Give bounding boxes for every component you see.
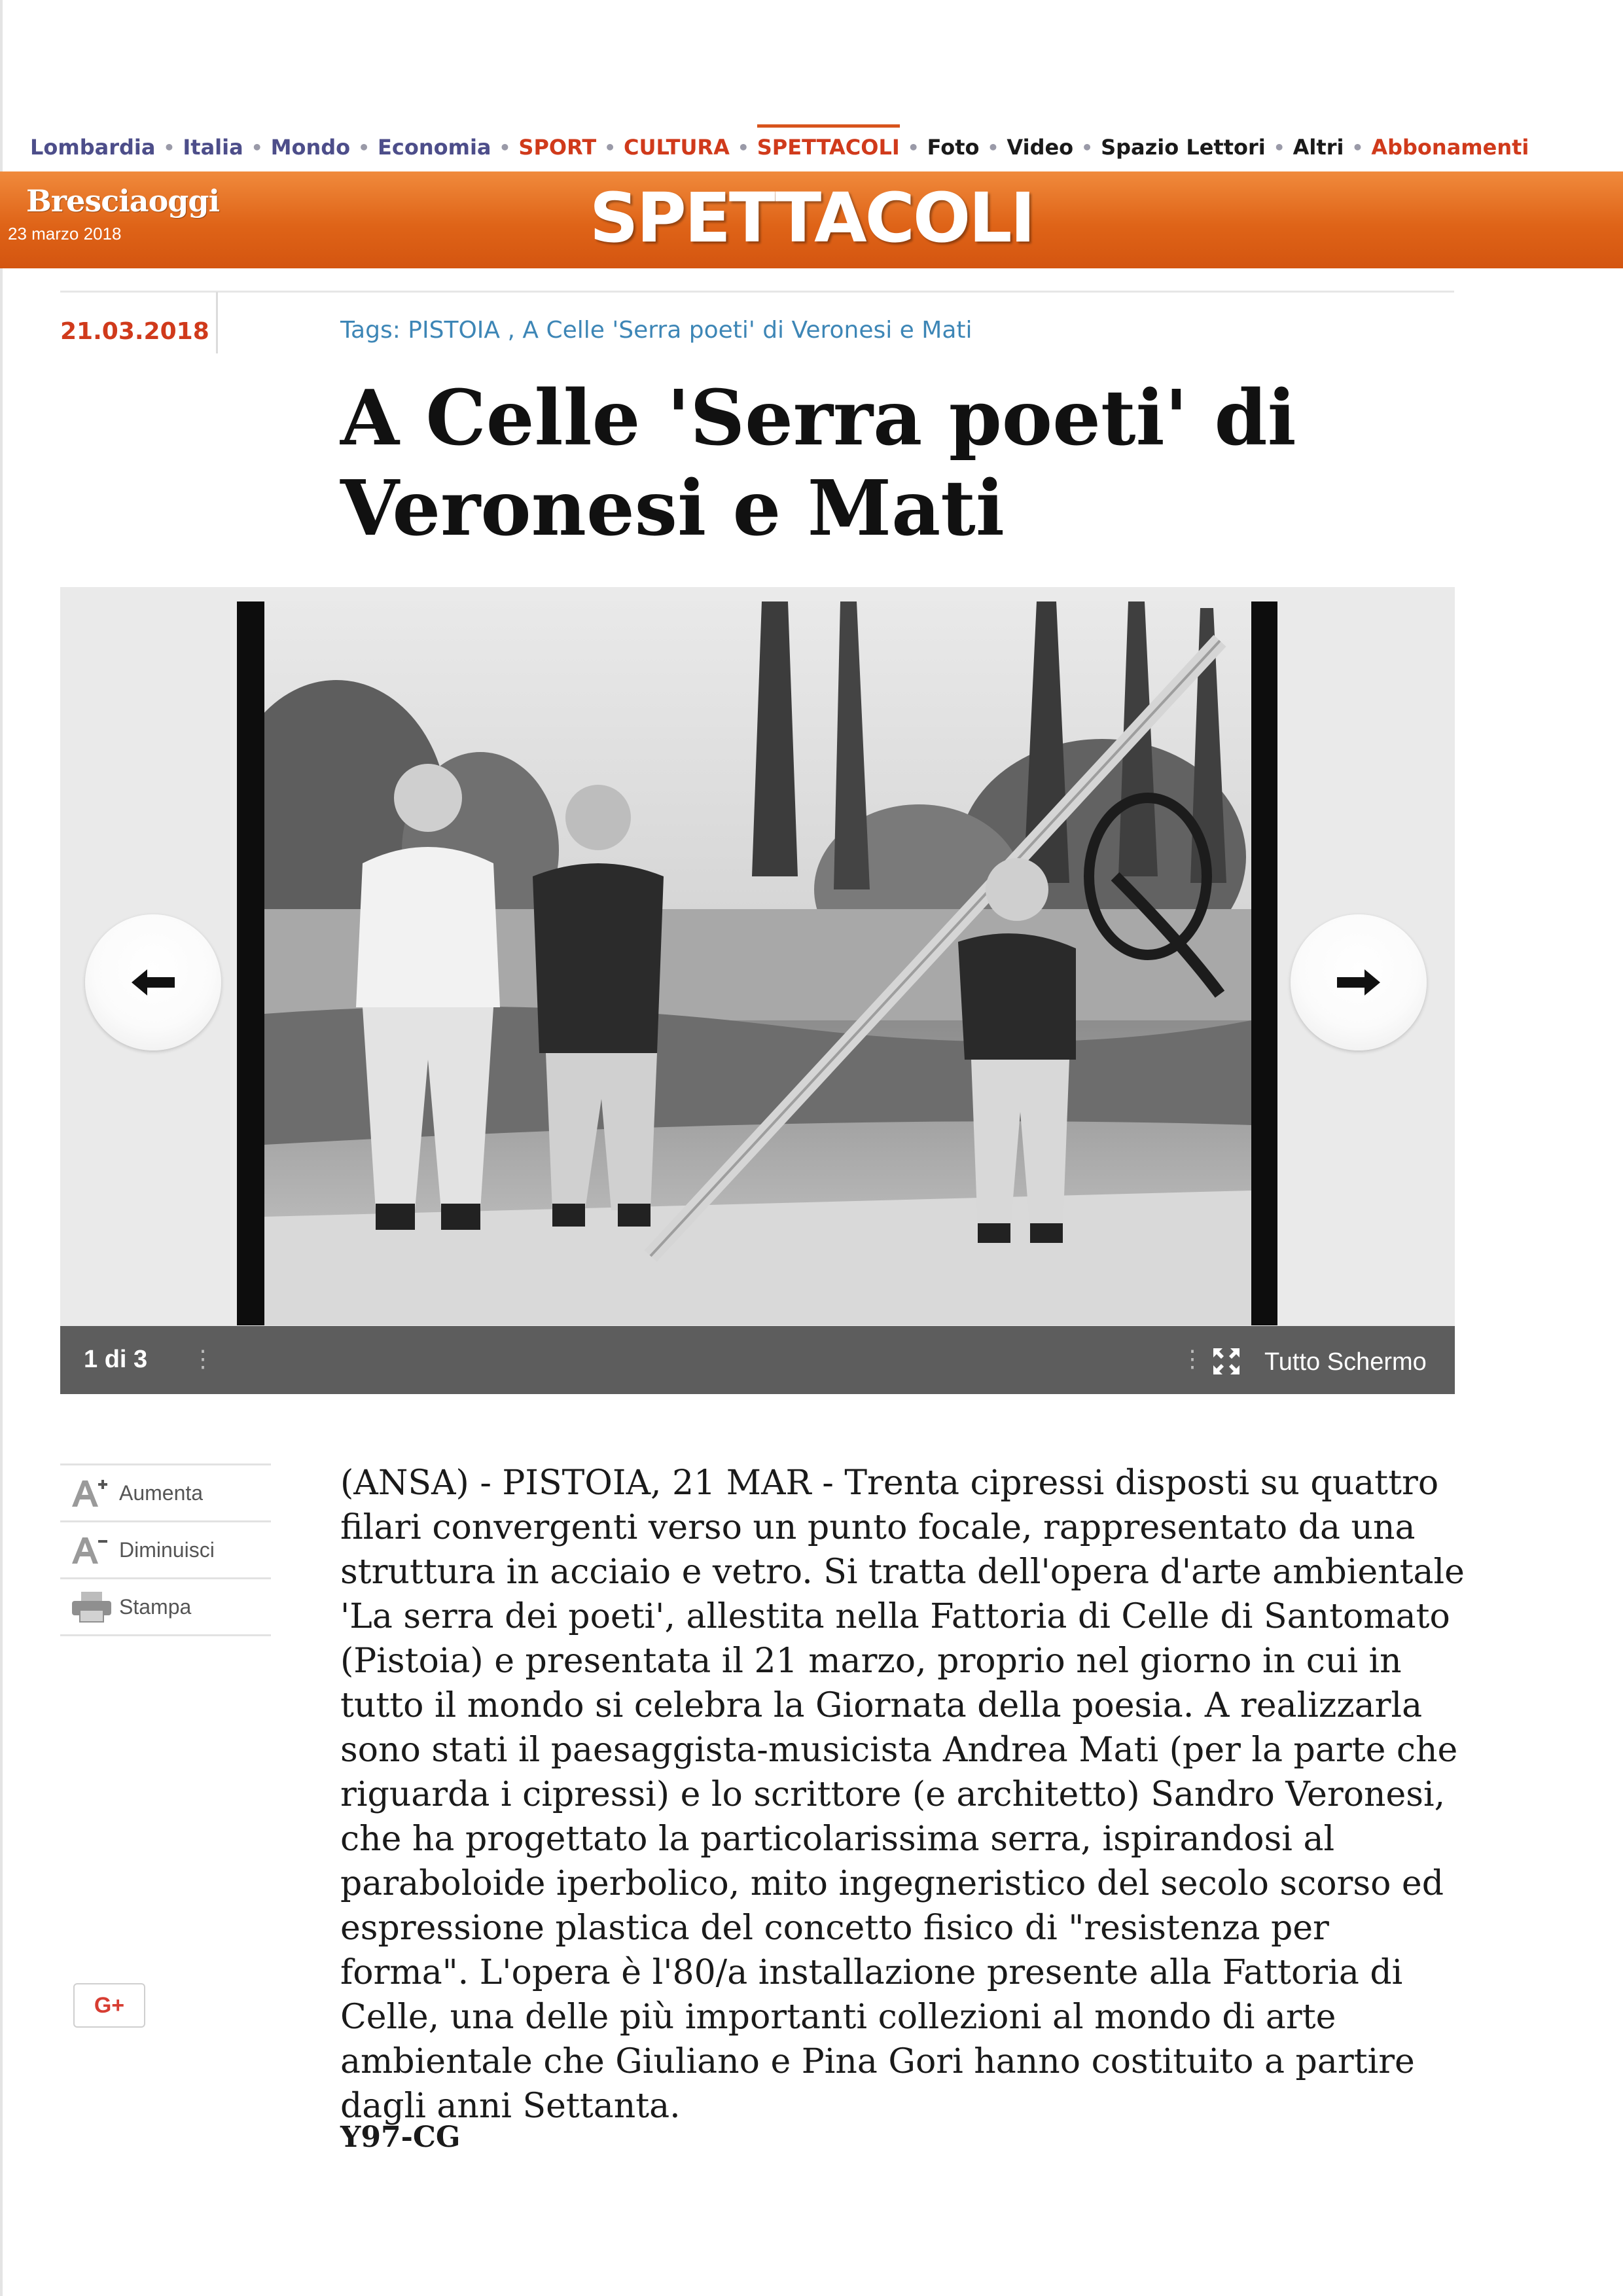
font-increase-icon <box>60 1478 119 1508</box>
nav-item-cultura[interactable]: CULTURA <box>624 135 730 160</box>
nav-item-italia[interactable]: Italia <box>183 135 243 160</box>
nav-separator: • <box>163 136 175 158</box>
fullscreen-button[interactable]: Tutto Schermo <box>1264 1348 1427 1376</box>
article-body: (ANSA) - PISTOIA, 21 MAR - Trenta cipressi disposti su quattro filari convergenti verso un punto focale, rappresentato da una struttura in acciaio e vetro. Si tratta dell'opera d'arte ambientale 'La serra dei poeti', allestita nella Fattoria di Celle di Santomato (Pistoia) e presentata il 21 marzo, proprio nel giorno in cui in tutto il mondo si celebra la Giornata della poesia. A realizzarla sono stati il paesaggista-musicista Andrea Mati (per la parte che riguarda i cipressi) e lo scrittore (e architetto) Sandro Veronesi, che ha progettato la particolarissima serra, ispirandosi al paraboloide iperbolico, mito ingegneristico del secolo scorso ed espressione plastica del concetto fisico di "resistenza per forma". L'opera è l'80/a installazione presente alla Fattoria di Celle, una delle più importanti collezioni al mondo di arte ambientale che Giuliano e Pina Gori hanno costituito a partire dagli anni Settanta. <box>340 1463 1465 2126</box>
nav-separator: • <box>1351 136 1364 158</box>
nav-item-economia[interactable]: Economia <box>378 135 491 160</box>
article-signature: Y97-CG <box>340 2121 461 2154</box>
nav-separator: • <box>604 136 616 158</box>
nav-item-foto[interactable]: Foto <box>927 135 980 160</box>
article-headline: A Celle 'Serra poeti' di Veronesi e Mati <box>340 374 1296 553</box>
tags-label: Tags: <box>340 317 401 344</box>
gallery-counter: 1 di 3 <box>84 1346 148 1373</box>
google-plus-button[interactable]: G+ <box>73 1983 145 2028</box>
nav-item-altri[interactable]: Altri <box>1293 135 1344 160</box>
print-button[interactable] <box>60 1577 271 1636</box>
toolbar-divider-icon: ⋮ <box>1181 1345 1204 1372</box>
nav-item-mondo[interactable]: Mondo <box>270 135 351 160</box>
arrow-left-icon <box>130 968 176 997</box>
tag-link-pistoia[interactable]: PISTOIA <box>408 317 501 344</box>
nav-item-sport[interactable]: SPORT <box>518 135 597 160</box>
font-increase-label: Aumenta <box>119 1480 204 1505</box>
nav-item-video[interactable]: Video <box>1007 135 1074 160</box>
nav-separator: • <box>358 136 370 158</box>
font-decrease-label: Diminuisci <box>119 1537 215 1562</box>
brand-logo[interactable]: Bresciaoggi <box>26 183 220 219</box>
nav-separator: • <box>1081 136 1094 158</box>
font-increase-button[interactable] <box>60 1463 271 1520</box>
nav-separator: • <box>907 136 919 158</box>
nav-separator: • <box>737 136 749 158</box>
fullscreen-icon[interactable] <box>1212 1347 1241 1379</box>
nav-separator: • <box>499 136 511 158</box>
section-title: SPETTACOLI <box>589 178 1034 258</box>
edition-date: 23 marzo 2018 <box>8 224 122 243</box>
photo-gallery <box>60 587 1455 1328</box>
meta-divider <box>60 291 1454 293</box>
publication-date: 21.03.2018 <box>60 318 209 345</box>
nav-separator: • <box>987 136 999 158</box>
arrow-right-icon <box>1336 968 1382 997</box>
nav-separator: • <box>251 136 263 158</box>
gallery-prev-button[interactable] <box>85 914 221 1050</box>
tag-separator: , <box>507 317 515 344</box>
nav-item-lombardia[interactable]: Lombardia <box>30 135 156 160</box>
nav-item-spettacoli[interactable]: SPETTACOLI <box>757 135 900 160</box>
article-tools <box>60 1463 271 1636</box>
gallery-photo[interactable] <box>237 601 1277 1325</box>
meta-vertical-divider <box>216 292 218 353</box>
printer-icon <box>60 1590 119 1623</box>
tag-link-headline[interactable]: A Celle 'Serra poeti' di Veronesi e Mati <box>522 317 972 344</box>
nav-separator: • <box>1273 136 1285 158</box>
photo-illustration <box>264 601 1251 1325</box>
nav-item-spazio-lettori[interactable]: Spazio Lettori <box>1101 135 1266 160</box>
gallery-toolbar <box>60 1326 1455 1394</box>
top-navigation <box>30 131 1529 164</box>
font-decrease-button[interactable] <box>60 1520 271 1577</box>
nav-item-abbonamenti[interactable]: Abbonamenti <box>1371 135 1529 160</box>
print-label: Stampa <box>119 1594 192 1619</box>
section-banner <box>0 171 1623 268</box>
gallery-next-button[interactable] <box>1291 914 1427 1050</box>
article-tags <box>340 317 972 344</box>
page-edge <box>0 0 3 2296</box>
gallery-more-icon[interactable]: ⋮ <box>191 1345 215 1372</box>
font-decrease-icon <box>60 1535 119 1565</box>
